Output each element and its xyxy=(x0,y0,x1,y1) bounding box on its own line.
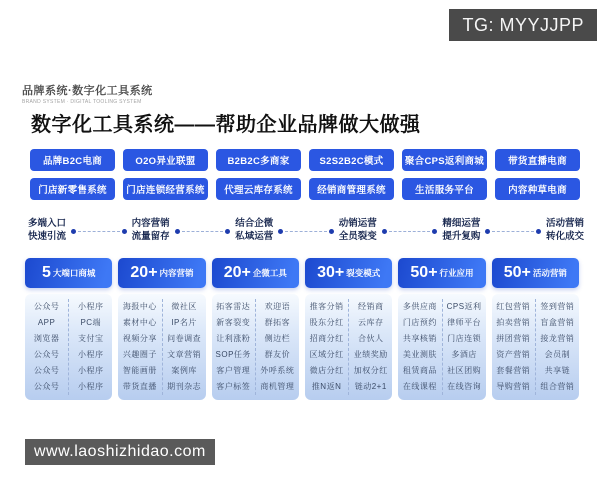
column-header xyxy=(212,258,299,288)
list-item: 经销商 xyxy=(358,302,384,311)
list-item: 加权分红 xyxy=(353,366,388,375)
flow-step-3 xyxy=(235,218,273,244)
list-item: 商机管理 xyxy=(260,382,295,391)
list-item: CPS返利 xyxy=(446,302,482,311)
list-item: 公众号 xyxy=(33,302,60,311)
column-list xyxy=(398,294,485,400)
list-item: 侧边栏 xyxy=(264,334,291,343)
column-list xyxy=(25,294,112,400)
flow-step-4 xyxy=(339,218,377,244)
list-item: 微店分红 xyxy=(309,366,344,375)
feature-button: 聚合CPS返利商城 xyxy=(402,149,487,171)
list-item: 链动2+1 xyxy=(354,382,387,391)
flow-connector xyxy=(175,229,231,234)
list-item: 小程序 xyxy=(78,382,104,391)
feature-button: 代理云库存系统 xyxy=(216,178,301,200)
column-list xyxy=(212,294,299,400)
list-item: 小程序 xyxy=(78,366,104,375)
feature-column-2 xyxy=(118,258,205,400)
column-label: 行业应用 xyxy=(439,268,474,278)
column-count: 5 xyxy=(41,264,51,281)
list-item: 小程序 xyxy=(78,302,104,311)
feature-button-grid xyxy=(30,149,580,200)
column-sublist-right xyxy=(68,299,112,395)
list-item: 视频分享 xyxy=(122,334,157,343)
feature-columns xyxy=(25,258,579,400)
flow-step-line1: 结合企微 xyxy=(235,218,274,230)
list-item: 小程序 xyxy=(78,350,104,359)
flow-step-line1: 动销运营 xyxy=(338,218,377,230)
list-item: 股东分红 xyxy=(309,318,344,327)
column-sublist-left xyxy=(212,299,255,395)
column-count: 20+ xyxy=(130,264,158,281)
flow-step-5 xyxy=(442,218,480,244)
list-item: 业绩奖励 xyxy=(353,350,388,359)
list-item: 客户标签 xyxy=(216,382,251,391)
flow-connector-line xyxy=(182,231,224,232)
page-title: 数字化工具系统——帮助企业品牌做大做强 xyxy=(31,114,421,136)
column-sublist-right xyxy=(255,299,299,395)
flow-step-line1: 精细运营 xyxy=(442,218,481,230)
feature-button: O2O异业联盟 xyxy=(123,149,208,171)
column-sublist-left xyxy=(398,299,441,395)
list-item: 客户管理 xyxy=(216,366,251,375)
list-item: 带货直播 xyxy=(122,382,157,391)
list-item: 欢迎语 xyxy=(264,302,291,311)
list-item: 在线课程 xyxy=(402,382,437,391)
logo-subtitle: BRAND SYSTEM · DIGITAL TOOLING SYSTEM xyxy=(22,99,142,105)
feature-column-3 xyxy=(212,258,299,400)
list-item: 拍卖营销 xyxy=(496,318,531,327)
feature-column-5 xyxy=(398,258,485,400)
list-item: 群拓客 xyxy=(264,318,291,327)
list-item: 门店预约 xyxy=(402,318,437,327)
list-item: 智能画册 xyxy=(122,366,157,375)
column-sublist-left xyxy=(305,299,348,395)
list-item: 多供应商 xyxy=(402,302,437,311)
column-label: 大端口商城 xyxy=(52,268,96,278)
list-item: 资产营销 xyxy=(496,350,531,359)
column-sublist-left xyxy=(118,299,161,395)
column-list xyxy=(118,294,205,400)
column-label: 裂变模式 xyxy=(346,268,381,278)
list-item: 海报中心 xyxy=(122,302,157,311)
list-item: 盲盒营销 xyxy=(540,318,575,327)
column-list xyxy=(492,294,579,400)
list-item: 共享链 xyxy=(544,366,571,375)
tg-contact-badge: TG: MYYJJPP xyxy=(449,9,597,41)
list-item: 拼团营销 xyxy=(496,334,531,343)
list-item: 招商分红 xyxy=(309,334,344,343)
brand-logo xyxy=(22,82,153,105)
flow-connector-line xyxy=(285,231,327,232)
flow-connector xyxy=(382,229,438,234)
list-item: 群友价 xyxy=(264,350,291,359)
column-count: 20+ xyxy=(223,264,251,281)
list-item: 问卷调查 xyxy=(167,334,202,343)
logo-title: 品牌系统·数字化工具系统 xyxy=(22,85,153,97)
flow-step-line2: 私域运营 xyxy=(235,231,274,242)
feature-button: 带货直播电商 xyxy=(495,149,580,171)
flow-step-line1: 内容营销 xyxy=(131,218,170,230)
list-item: 多酒店 xyxy=(451,350,477,359)
column-sublist-left xyxy=(25,299,68,395)
list-item: 让利涨粉 xyxy=(216,334,251,343)
list-item: 云库存 xyxy=(358,318,384,327)
column-label: 企微工具 xyxy=(252,268,287,278)
flow-step-6 xyxy=(546,218,584,244)
feature-button: 内容种草电商 xyxy=(495,178,580,200)
list-item: 浏览器 xyxy=(33,334,60,343)
feature-button: 品牌B2C电商 xyxy=(30,149,115,171)
column-header xyxy=(118,258,205,288)
column-header xyxy=(492,258,579,288)
column-sublist-right xyxy=(442,299,486,395)
flow-connector-line xyxy=(389,231,431,232)
flow-step-line2: 快速引流 xyxy=(28,231,67,242)
feature-button: 生活服务平台 xyxy=(402,178,487,200)
list-item: 组合营销 xyxy=(540,382,575,391)
column-header xyxy=(398,258,485,288)
column-sublist-right xyxy=(348,299,392,395)
list-item: 共享核销 xyxy=(402,334,437,343)
list-item: 签到营销 xyxy=(540,302,575,311)
feature-button: 经销商管理系统 xyxy=(309,178,394,200)
flow-step-line2: 转化成交 xyxy=(545,231,584,242)
flow-step-line1: 多端入口 xyxy=(28,218,67,230)
feature-button: B2B2C多商家 xyxy=(216,149,301,171)
list-item: 新客裂变 xyxy=(216,318,251,327)
list-item: 公众号 xyxy=(33,382,60,391)
column-sublist-left xyxy=(492,299,535,395)
list-item: 期刊杂志 xyxy=(167,382,202,391)
list-item: 合伙人 xyxy=(358,334,384,343)
flow-step-line2: 提升复购 xyxy=(442,231,481,242)
flow-step-line2: 流量留存 xyxy=(131,231,170,242)
flow-step-line2: 全员裂变 xyxy=(338,231,377,242)
flow-connector xyxy=(278,229,334,234)
list-item: IP名片 xyxy=(171,318,197,327)
list-item: 案例库 xyxy=(171,366,197,375)
list-item: 会员制 xyxy=(544,350,571,359)
flow-step-2 xyxy=(132,218,170,244)
list-item: 接龙营销 xyxy=(540,334,575,343)
list-item: APP xyxy=(37,318,56,327)
flow-step-1 xyxy=(28,218,66,244)
list-item: 拓客雷达 xyxy=(216,302,251,311)
feature-button: 门店新零售系统 xyxy=(30,178,115,200)
flow-step-line1: 活动营销 xyxy=(545,218,584,230)
list-item: SOP任务 xyxy=(215,350,251,359)
list-item: 套餐营销 xyxy=(496,366,531,375)
list-item: 区域分红 xyxy=(309,350,344,359)
column-count: 30+ xyxy=(317,264,345,281)
list-item: 支付宝 xyxy=(78,334,104,343)
column-label: 活动营销 xyxy=(532,268,567,278)
column-count: 50+ xyxy=(410,264,438,281)
list-item: 素材中心 xyxy=(122,318,157,327)
process-flow xyxy=(28,213,584,249)
list-item: 社区团购 xyxy=(447,366,482,375)
feature-button: 门店连锁经营系统 xyxy=(123,178,208,200)
feature-column-6 xyxy=(492,258,579,400)
column-header xyxy=(305,258,392,288)
feature-button: S2S2B2C模式 xyxy=(309,149,394,171)
list-item: 公众号 xyxy=(33,366,60,375)
list-item: 微社区 xyxy=(171,302,197,311)
column-sublist-right xyxy=(535,299,579,395)
list-item: 推N返N xyxy=(311,382,342,391)
list-item: 公众号 xyxy=(33,350,60,359)
list-item: 导购营销 xyxy=(496,382,531,391)
feature-column-4 xyxy=(305,258,392,400)
list-item: 兴趣圈子 xyxy=(122,350,157,359)
list-item: 美业测肤 xyxy=(402,350,437,359)
flow-connector-line xyxy=(78,231,120,232)
list-item: PC端 xyxy=(80,318,102,327)
list-item: 推客分销 xyxy=(309,302,344,311)
flow-connector xyxy=(71,229,127,234)
feature-column-1 xyxy=(25,258,112,400)
list-item: 红包营销 xyxy=(496,302,531,311)
column-label: 内容营销 xyxy=(159,268,194,278)
list-item: 租赁商品 xyxy=(402,366,437,375)
list-item: 律师平台 xyxy=(447,318,482,327)
column-list xyxy=(305,294,392,400)
list-item: 门店连锁 xyxy=(447,334,482,343)
list-item: 外呼系统 xyxy=(260,366,295,375)
flow-connector xyxy=(485,229,541,234)
column-sublist-right xyxy=(162,299,206,395)
site-watermark: www.laoshizhidao.com xyxy=(25,439,215,465)
column-header xyxy=(25,258,112,288)
column-count: 50+ xyxy=(503,264,531,281)
list-item: 文章营销 xyxy=(167,350,202,359)
list-item: 在线咨询 xyxy=(447,382,482,391)
flow-connector-line xyxy=(492,231,534,232)
